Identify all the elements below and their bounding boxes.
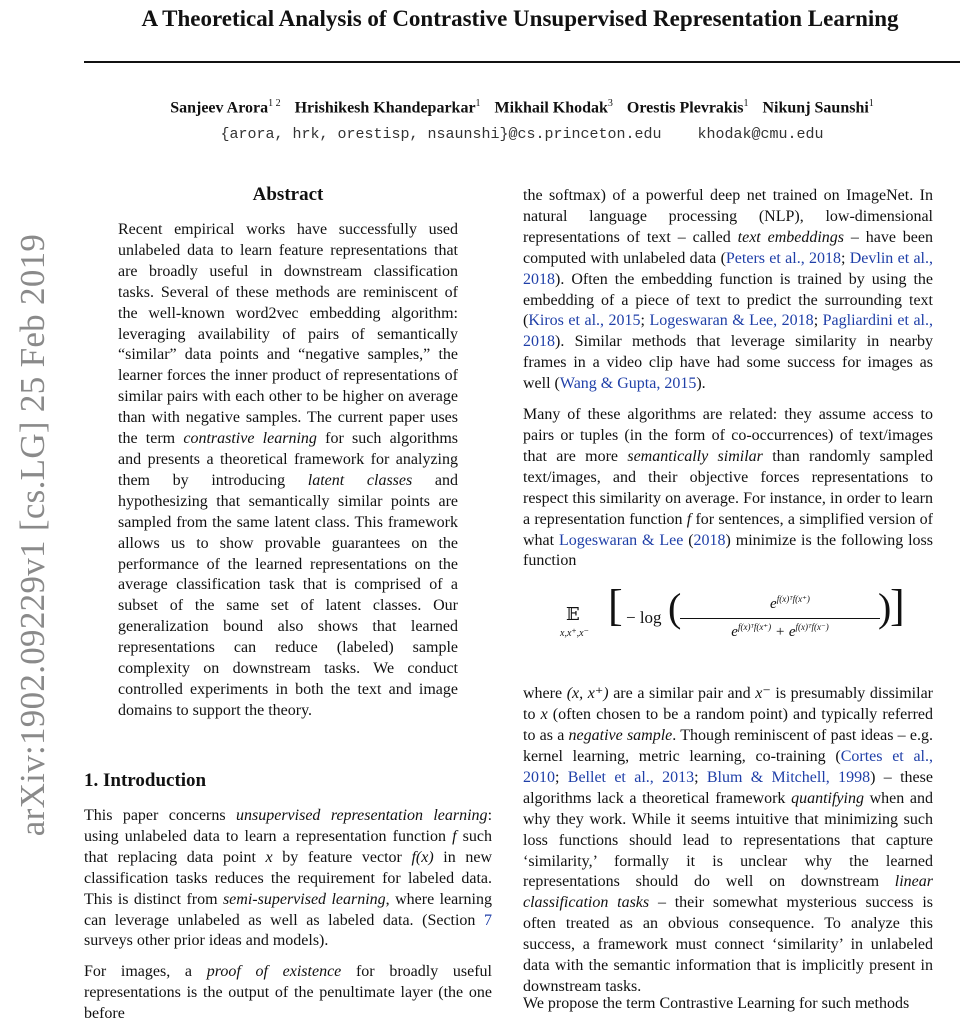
citation-link[interactable]: Kiros et al., 2015: [528, 312, 641, 330]
author-emails: [84, 126, 960, 143]
author-affiliation: 3: [607, 98, 613, 109]
author-affiliation: 1 2: [268, 98, 281, 109]
abstract-text: and hypothesizing that semantically similar points are sampled from the same latent class. This framework allows us to show provable guarantees on the performance of the learned representations on the average classification task that is comprised of a subset of the same set of latent classes. Our generalization bound also shows that learned representations can reduce (labeled) sample complexity on downstream tasks. We conduct controlled experiments in both the text and image domains to support the theory.: [118, 471, 458, 719]
close-bracket: ]: [890, 581, 905, 630]
email-princeton[interactable]: {arora, hrk, orestisp, nsaunshi}@cs.princeton.edu: [220, 126, 662, 143]
abstract-paragraph: [118, 220, 458, 722]
author-affiliation: 1: [475, 98, 481, 109]
author-affiliation: 1: [868, 98, 874, 109]
author-name: Sanjeev Arora: [170, 99, 269, 117]
intro-paragraph-2: For images, a proof of existence for broadly useful representations is the output of the penultimate layer (the one before: [84, 963, 492, 1023]
email-cmu[interactable]: khodak@cmu.edu: [697, 126, 824, 143]
truncated-paragraph: We propose the term Contrastive Learning for such methods: [523, 995, 910, 1012]
minus-log: − log: [626, 608, 662, 627]
fraction-numerator: $e^{f(x)ᵀf(x^+)}$: [770, 594, 810, 612]
citation-link[interactable]: Peters et al., 2018: [725, 249, 841, 267]
author-name: Nikunj Saunshi: [762, 99, 869, 117]
author-affiliation: 1: [743, 98, 749, 109]
right-paragraph-3: where (x, x⁺) are a similar pair and x⁻ is presumably dissimilar to x (often chosen to be a random point) and typically referred to as a negative sample. Though reminiscent of past ideas – e.g. kernel learning, metric learning, co-training (Cortes et al., 2010; Bellet et al., 2013; Blum & Mitchell, 1998) – these algorithms lack a theoretical framework quantifying when and why they work. While it seems intuitive that minimizing such loss functions should lead to representations that capture ‘similarity,’ formally it is unclear why the learned representations should do well on downstream linear classification tasks – their somewhat mysterious success is often treated as an obvious consequence. To analyze this success, a framework must connect ‘similarity’ in unlabeled data with the semantic information that is implicitly present in downstream tasks.: [523, 685, 934, 995]
abstract-heading: Abstract: [252, 184, 324, 205]
arxiv-identifier[interactable]: arXiv:1902.09229v1 [cs.LG] 25 Feb 2019: [13, 233, 52, 837]
loss-equation: [560, 581, 905, 652]
author-name: Orestis Plevrakis: [626, 99, 744, 117]
introduction-body: [84, 806, 492, 1025]
title-rule: [84, 61, 960, 63]
paper-title: A Theoretical Analysis of Contrastive Unsupervised Representation Learning: [141, 6, 899, 31]
expectation-subscript: x,x⁺,x⁻: [560, 628, 589, 639]
author-list: [84, 98, 960, 117]
open-paren: (: [668, 585, 682, 630]
citation-link[interactable]: Wang & Gupta, 2015: [559, 375, 697, 393]
citation-link[interactable]: Devlin et al., 2018: [523, 249, 933, 288]
abstract-text: Recent empirical works have successfully used unlabeled data to learn feature representations that are broadly useful in downstream classification tasks. Several of these methods are reminiscent of the well-known word2vec embedding algorithm: leveraging availability of pairs of semantically “similar” data points and “negative samples,” the learner forces the inner product of representations of similar pairs with each other to be higher on average than with negative samples. The current paper uses the term: [118, 221, 458, 448]
intro-paragraph-1: This paper concerns unsupervised representation learning: using unlabeled data to learn a representation function f such that replacing data point x by feature vector f(x) in new classification tasks reduces the requirement for labeled data. This is distinct from semi-supervised learning, where learning can leverage unlabeled as well as labeled data. (Section 7 surveys other prior ideas and models).: [84, 807, 493, 950]
right-paragraph-2: Many of these algorithms are related: they assume access to pairs or tuples (in the form of co-occurrences) of text/images that are more semantically similar than randomly sampled text/images, and their objective forces representations to respect this similarity on average. For instance, in order to learn a representation function f for sentences, a simplified version of what Logeswaran & Lee (2018) minimize is the following loss function: [523, 406, 934, 570]
expectation-symbol: 𝔼: [566, 604, 580, 624]
open-bracket: [: [608, 581, 623, 630]
section-link[interactable]: 7: [484, 911, 492, 929]
fraction-denominator: $e^{f(x)ᵀf(x^+)} + e^{f(x)ᵀf(x^-)}$: [731, 622, 829, 640]
abstract-text: for such algorithms and presents a theoretical framework for analyzing them by introducing: [118, 430, 459, 489]
fraction-bar: [680, 618, 880, 619]
close-paren: ): [878, 585, 892, 630]
citation-link[interactable]: Pagliardini et al., 2018: [523, 312, 933, 351]
abstract-emphasis: latent classes: [307, 471, 413, 489]
citation-link[interactable]: Blum & Mitchell, 1998: [706, 768, 871, 786]
citation-link[interactable]: Cortes et al., 2010: [523, 748, 933, 786]
abstract-emphasis: contrastive learning: [183, 430, 317, 448]
abstract-body: [118, 220, 458, 722]
citation-link[interactable]: Logeswaran & Lee: [558, 531, 684, 549]
citation-year-link[interactable]: 2018: [693, 531, 726, 549]
author-name: Mikhail Khodak: [494, 99, 608, 117]
right-paragraph-1: the softmax) of a powerful deep net trained on ImageNet. In natural language processing (NLP), low-dimensional representations of text – called text embeddings – have been computed with unlabeled data (Peters et al., 2018; Devlin et al., 2018). Often the embedding function is trained by using the embedding of a piece of text to predict the surrounding text (Kiros et al., 2015; Logeswaran & Lee, 2018; Pagliardini et al., 2018). Similar methods that leverage similarity in nearby frames in a video clip have had some success for images as well (Wang & Gupta, 2015).: [523, 187, 934, 393]
citation-link[interactable]: Bellet et al., 2013: [567, 768, 695, 786]
section-heading-introduction: 1. Introduction: [84, 770, 207, 791]
citation-link[interactable]: Logeswaran & Lee, 2018: [649, 312, 814, 330]
author-name: Hrishikesh Khandeparkar: [294, 99, 476, 117]
